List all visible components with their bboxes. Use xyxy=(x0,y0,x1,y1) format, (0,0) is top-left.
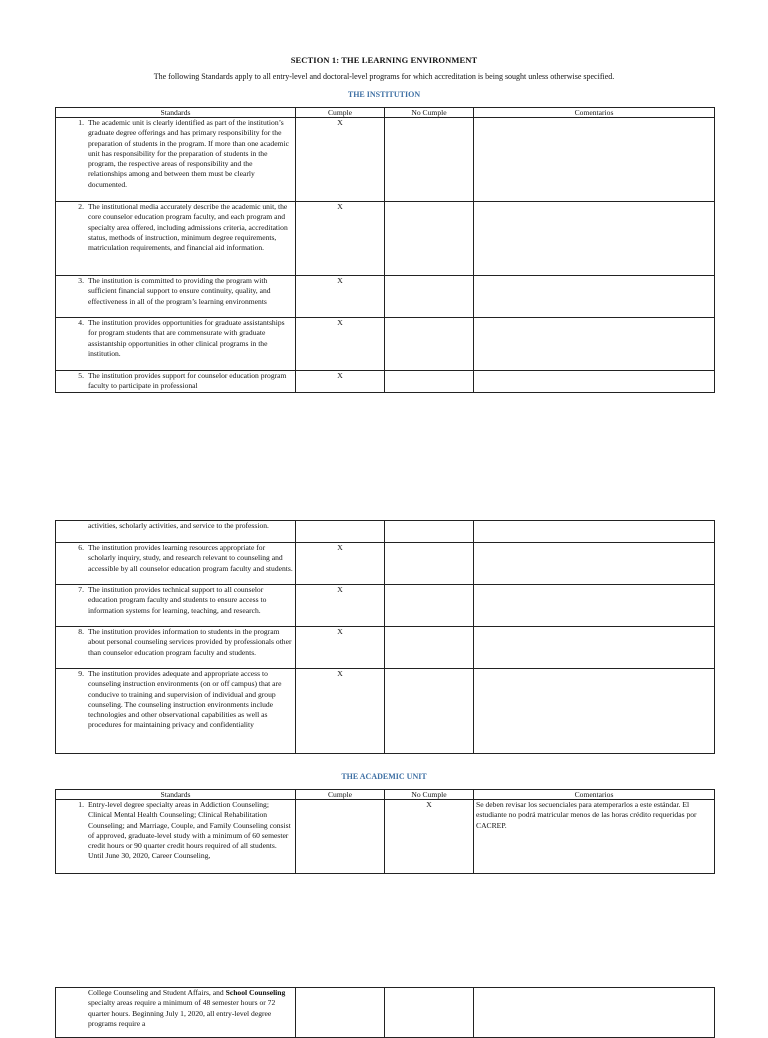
institution-table xyxy=(55,107,715,393)
cumple-cell: X xyxy=(296,318,385,371)
table-row xyxy=(56,627,715,669)
header-no-cumple: No Cumple xyxy=(385,108,474,118)
cumple-cell: X xyxy=(296,371,385,393)
header-standards: Standards xyxy=(56,108,296,118)
comment-cell xyxy=(474,202,715,276)
no-cumple-cell: X xyxy=(385,800,474,874)
standard-cell: 1. The academic unit is clearly identified as part of the institution’s graduate degree offerings and has primary responsibility for the preparation of students in the program. If more than one academic unit has responsibility for the preparation of students in the program, the respective areas of responsibility and the relationships among and between them must be clearly documented. xyxy=(56,118,296,202)
no-cumple-cell xyxy=(385,318,474,371)
cumple-cell xyxy=(296,521,385,543)
table-row xyxy=(56,371,715,393)
table-row xyxy=(56,202,715,276)
institution-table-continued xyxy=(55,520,715,754)
standard-cell: 6. The institution provides learning resources appropriate for scholarly inquiry, study, and research relevant to counseling and accessible by all counselor education program faculty and students. xyxy=(56,543,296,585)
comment-cell xyxy=(474,371,715,393)
header-cumple: Cumple xyxy=(296,108,385,118)
table-row xyxy=(56,543,715,585)
header-comentarios: Comentarios xyxy=(474,108,715,118)
cumple-cell xyxy=(296,988,385,1038)
intro-text: The following Standards apply to all entry-level and doctoral-level programs for which accreditation is being sought unless otherwise specified. xyxy=(153,72,615,81)
comment-cell: Se deben revisar los secuenciales para atemperarlos a este estándar. El estudiante no podrá matricular menos de las horas crédito requeridas por CACREP. xyxy=(474,800,715,874)
academic-unit-table-continued xyxy=(55,987,715,1038)
comment-cell xyxy=(474,318,715,371)
header-cumple: Cumple xyxy=(296,790,385,800)
table-row xyxy=(56,521,715,543)
header-standards: Standards xyxy=(56,790,296,800)
comment-cell xyxy=(474,585,715,627)
no-cumple-cell xyxy=(385,543,474,585)
header-no-cumple: No Cumple xyxy=(385,790,474,800)
comment-cell xyxy=(474,627,715,669)
standard-cell: 3. The institution is committed to providing the program with sufficient financial support to ensure continuity, quality, and effectiveness in all of the program’s learning environments xyxy=(56,276,296,318)
standard-cell: 2. The institutional media accurately describe the academic unit, the core counselor education program faculty, and each program and specialty area offered, including admissions criteria, accreditation status, methods of instruction, minimum degree requirements, matriculation requirements, and financial aid information. xyxy=(56,202,296,276)
cumple-cell: X xyxy=(296,118,385,202)
table-row xyxy=(56,800,715,874)
cumple-cell: X xyxy=(296,543,385,585)
no-cumple-cell xyxy=(385,585,474,627)
table-row xyxy=(56,318,715,371)
cumple-cell: X xyxy=(296,627,385,669)
standard-cell: 8. The institution provides information to students in the program about personal counseling services provided by professionals other than counselor education program faculty and students. xyxy=(56,627,296,669)
comment-cell xyxy=(474,521,715,543)
standard-cell: 5. The institution provides support for counselor education program faculty to participate in professional xyxy=(56,371,296,393)
no-cumple-cell xyxy=(385,669,474,754)
header-comentarios: Comentarios xyxy=(474,790,715,800)
no-cumple-cell xyxy=(385,627,474,669)
section-title: SECTION 1: THE LEARNING ENVIRONMENT xyxy=(290,55,478,65)
comment-cell xyxy=(474,276,715,318)
cumple-cell: X xyxy=(296,202,385,276)
comment-cell xyxy=(474,543,715,585)
no-cumple-cell xyxy=(385,118,474,202)
no-cumple-cell xyxy=(385,988,474,1038)
cumple-cell xyxy=(296,800,385,874)
table-header-row xyxy=(56,790,715,800)
standard-cell: activities, scholarly activities, and service to the profession. xyxy=(56,521,296,543)
standard-cell: College Counseling and Student Affairs, and School Counseling specialty areas require a minimum of 48 semester hours or 72 quarter hours. Beginning July 1, 2020, all entry-level degree programs require a xyxy=(56,988,296,1038)
cumple-cell: X xyxy=(296,669,385,754)
standard-cell: 1. Entry-level degree specialty areas in Addiction Counseling; Clinical Mental Health Counseling; Clinical Rehabilitation Counseling; and Marriage, Couple, and Family Counseling consist of approved, graduate-level study with a minimum of 60 semester credit hours or 90 quarter credit hours required of all students. Until June 30, 2020, Career Counseling, xyxy=(56,800,296,874)
table-row xyxy=(56,669,715,754)
table-row xyxy=(56,118,715,202)
academic-unit-heading: THE ACADEMIC UNIT xyxy=(341,772,427,781)
table-header-row xyxy=(56,108,715,118)
standard-cell: 4. The institution provides opportunities for graduate assistantships for program students that are commensurate with graduate assistantship opportunities in other clinical programs in the institution. xyxy=(56,318,296,371)
table-row xyxy=(56,585,715,627)
no-cumple-cell xyxy=(385,202,474,276)
academic-unit-table xyxy=(55,789,715,874)
no-cumple-cell xyxy=(385,276,474,318)
comment-cell xyxy=(474,988,715,1038)
no-cumple-cell xyxy=(385,371,474,393)
comment-cell xyxy=(474,118,715,202)
standard-cell: 7. The institution provides technical support to all counselor education program faculty and students to ensure access to information systems for learning, teaching, and research. xyxy=(56,585,296,627)
cumple-cell: X xyxy=(296,276,385,318)
cumple-cell: X xyxy=(296,585,385,627)
comment-cell xyxy=(474,669,715,754)
standard-cell: 9. The institution provides adequate and appropriate access to counseling instruction environments (on or off campus) that are conducive to training and supervision of individual and group counseling. The counseling instruction environments include technologies and other observational capabilities as well as procedures for maintaining privacy and confidentiality xyxy=(56,669,296,754)
institution-heading: THE INSTITUTION xyxy=(347,90,421,99)
table-row xyxy=(56,276,715,318)
no-cumple-cell xyxy=(385,521,474,543)
table-row xyxy=(56,988,715,1038)
